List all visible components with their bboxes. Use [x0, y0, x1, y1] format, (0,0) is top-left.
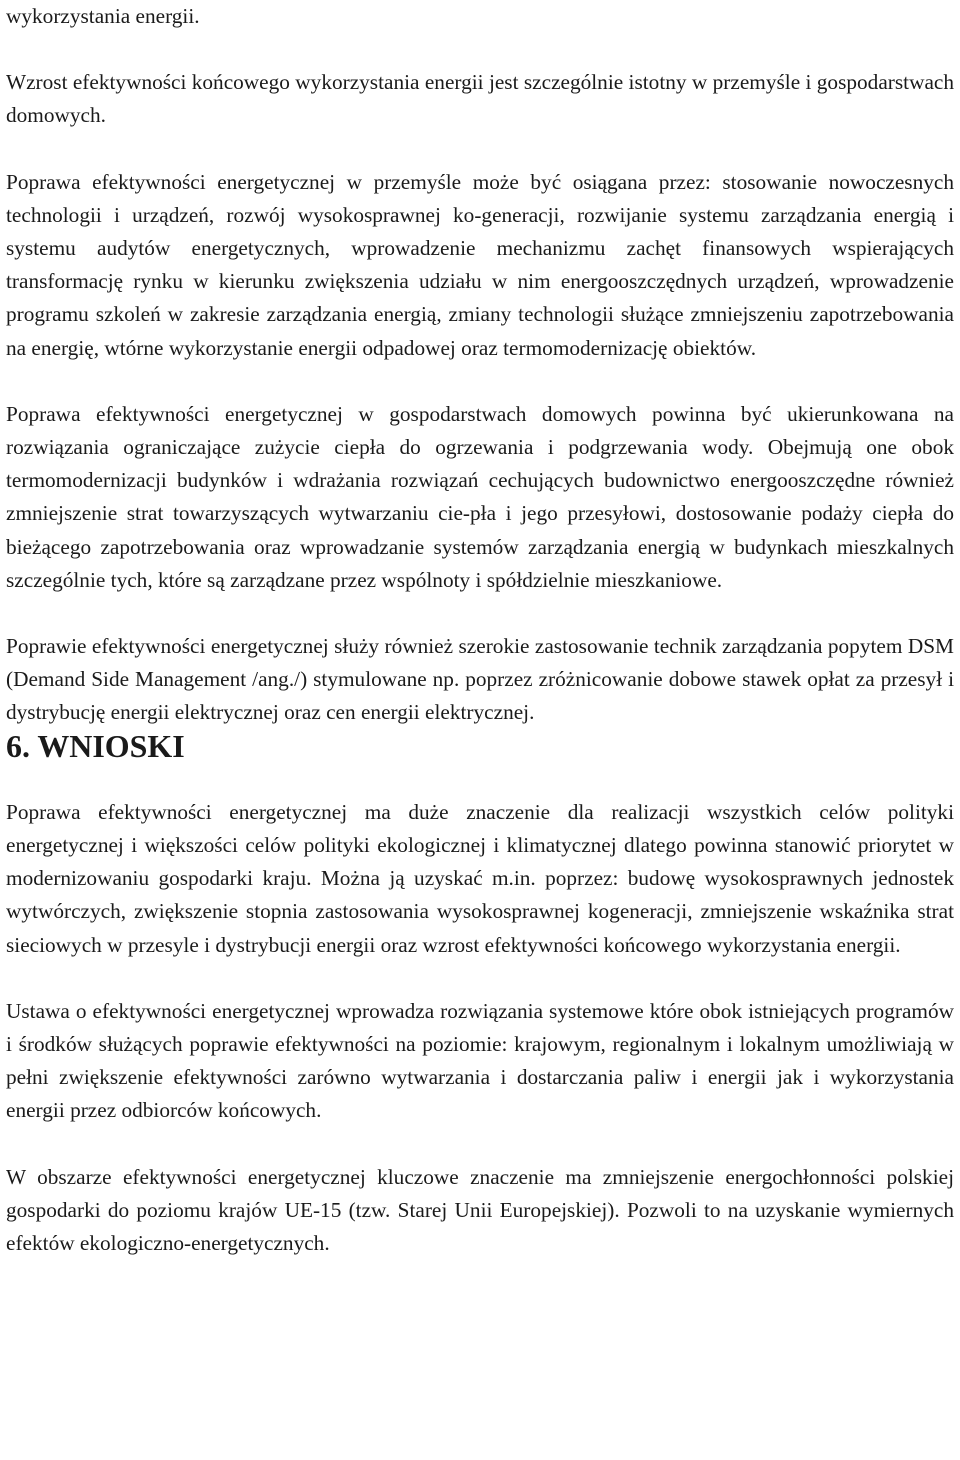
- paragraph-industry: Poprawa efektywności energetycznej w przemyśle może być osiągana przez: stosowanie nowoczesnych technologii i urządzeń, rozwój wysokosprawnej ko-generacji, rozwijanie systemu zarządzania energią i systemu audytów energetycznych, wprowadzenie mechanizmu zachęt finansowych wspierających transformację rynku w kierunku zwiększenia udziału w nim energooszczędnych urządzeń, wprowadzenie programu szkoleń w zakresie zarządzania energią, zmiany technologii służące zmniejszeniu zapotrzebowania na energię, wtórne wykorzystanie energii odpadowej oraz termomodernizację obiektów.: [6, 169, 954, 360]
- paragraph-conclusions-priority: Poprawa efektywności energetycznej ma duże znaczenie dla realizacji wszystkich celów polityki energetycznej i większości celów polityki ekologicznej i klimatycznej dlatego powinna stanowić priorytet w modernizowaniu gospodarki kraju. Można ją uzyskać m.in. poprzez: budowę wysokosprawnych jednostek wytwórczych, zwiększenie stopnia zastosowania wysokosprawnej kogeneracji, zmniejszenie wskaźnika strat sieciowych w przesyle i dystrybucji energii oraz wzrost efektywności końcowego wykorzystania energii.: [6, 799, 954, 957]
- paragraph-continuation: wykorzystania energii.: [6, 4, 200, 28]
- section-heading: 6. WNIOSKI: [6, 728, 185, 764]
- paragraph-households: Poprawa efektywności energetycznej w gospodarstwach domowych powinna być ukierunkowana na rozwiązania ograniczające zużycie ciepła do ogrzewania i podgrzewania wody. Obejmują one obok termomodernizacji budynków i wdrażania rozwiązań cechujących budownictwo energooszczędne również zmniejszenie strat towarzyszących wytwarzaniu cie-pła i jego przesyłowi, dostosowanie podaży ciepła do bieżącego zapotrzebowania oraz wprowadzanie systemów zarządzania energią w budynkach mieszkalnych szczególnie tych, które są zarządzane przez wspólnoty i spółdzielnie mieszkaniowe.: [6, 401, 954, 592]
- paragraph-energy-intensity: W obszarze efektywności energetycznej kluczowe znaczenie ma zmniejszenie energochłonności polskiej gospodarki do poziomu krajów UE-15 (tzw. Starej Unii Europejskiej). Pozwoli to na uzyskanie wymiernych efektów ekologiczno-energetycznych.: [6, 1164, 954, 1256]
- paragraph-act: Ustawa o efektywności energetycznej wprowadza rozwiązania systemowe które obok istniejących programów i środków służących poprawie efektywności na poziomie: krajowym, regionalnym i lokalnym umożliwiają w pełni zwiększenie efektywności zarówno wytwarzania i dostarczania paliw i energii jak i wykorzystania energii przez odbiorców końcowych.: [6, 998, 954, 1123]
- paragraph-dsm: Poprawie efektywności energetycznej służy również szerokie zastosowanie technik zarządzania popytem DSM (Demand Side Management /ang./) stymulowane np. poprzez zróżnicowanie dobowe stawek opłat za przesył i dystrybucję energii elektrycznej oraz cen energii elektrycznej.: [6, 634, 954, 725]
- paragraph-efficiency-growth: Wzrost efektywności końcowego wykorzystania energii jest szczególnie istotny w przemyśle i gospodarstwach domowych.: [6, 70, 954, 128]
